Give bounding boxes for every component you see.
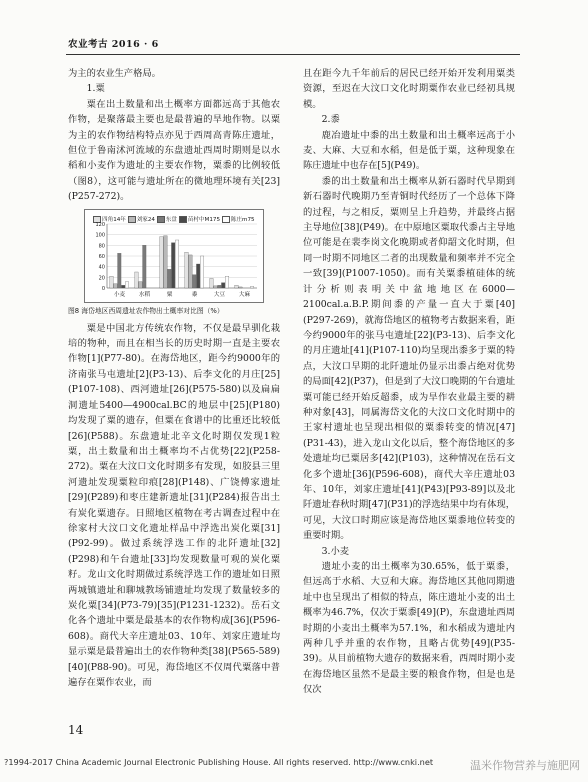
paragraph: 黍的出土数量和出土概率从新石器时代早期到新石器时代晚期乃至青铜时代经历了一个总体下降的过程，与之相反，粟则呈上升趋势，并最终占据主导地位[38](P49)。在中原地区粟取代黍占主导地位可能是在裴李岗文化晚期或者仰韶文化时期，但同一时期不同地区二者的出现数量和频率并不完全一致[39](P1007-1050)。而有关粟黍植硅体的统计分析则表明关中盆地地区在6000—2100cal.a.B.P.期间黍的产量一直大于粟[40](P297-269)，就海岱地区的植物考古数据来看，距今约9000年的张马屯遗址[22](P3-13)、后李文化的月庄遗址[41](P107-110)均呈现出黍多于粟的特点，大汶口早期的北阡遗址仍显示出黍占绝对优势的局面[42](P37)，但是到了大汶口晚期的午台遗址粟可能已经开始反超黍，成为旱作农业最主要的耕种对象[43]，同属海岱文化的大汶口文化时期中的王家村遗址也呈现出相似的粟黍转变的情况[47](P31-43)，进入龙山文化以后，整个海岱地区的多处遗址均已粟居多[42](P103)，这种情况在岳石文化多个遗址[36](P596-608)，商代大辛庄遗址03年、10年，刘家庄遗址[41](P43)[P93-89]以及北阡遗址春秋时期[47](P31)的浮选结果中均有体现，可见，大汶口时期应该是海岱地区粟黍地位转变的重要时期。 xyxy=(303,175,515,542)
bar xyxy=(189,255,193,288)
figure-8 xyxy=(68,209,280,317)
bar xyxy=(185,252,189,288)
bar xyxy=(160,236,164,287)
y-tick-label: 20 xyxy=(98,274,105,281)
bar xyxy=(114,283,118,287)
bar xyxy=(250,286,254,288)
bar xyxy=(218,285,222,288)
bar xyxy=(164,235,168,287)
y-tick-label: 80 xyxy=(98,242,105,249)
bar xyxy=(193,274,197,287)
x-tick-label: 大麻 xyxy=(238,291,251,298)
bar xyxy=(221,282,225,287)
header-rule xyxy=(66,54,520,55)
right-column xyxy=(303,66,515,698)
paragraph: 且在距今九千年前后的居民已经开始开发利用粟类资源，至迟在大汶口文化时期粟作农业已经初具规模。 xyxy=(303,68,515,110)
x-tick-label: 小麦 xyxy=(113,291,126,298)
section-heading-wheat: 3.小麦 xyxy=(321,545,350,557)
bar xyxy=(110,276,114,288)
bar xyxy=(139,281,143,287)
section-heading-broomcorn: 2.黍 xyxy=(321,114,340,126)
legend-item: 四角14年 xyxy=(93,217,126,223)
bar xyxy=(214,286,218,288)
y-tick-label: 40 xyxy=(98,264,105,271)
section-heading-millet: 1.粟 xyxy=(86,83,105,95)
y-tick-label: 60 xyxy=(98,253,105,260)
left-column xyxy=(68,66,280,690)
paragraph: 为主的农业生产格局。 xyxy=(68,68,161,79)
bar xyxy=(168,269,172,288)
legend-item: 苗村中M175 xyxy=(179,217,220,223)
x-tick-label: 大豆 xyxy=(213,291,226,298)
bar xyxy=(235,285,239,288)
bar xyxy=(239,287,243,288)
paragraph: 遗址小麦的出土概率为30.65%，低于粟黍，但远高于水稻、大豆和大麻。海岱地区其他同期遗址中也呈现出了相似的特点，陈庄遗址小麦的出土概率为46.7%，仅次于粟黍[49](P)，东盘遗址西周时期的小麦出土概率为57.1%，和水稻成为遗址内两种几乎并重的农作物，且略占优势[49](P35-39)。从目前植物大遗存的数据来看，西周时期小麦在海岱地区虽然不是最主要的粮食作物，但是也是仅次 xyxy=(303,561,515,696)
paragraph: 鹿冶遗址中黍的出土数量和出土概率远高于小麦、大麻、大豆和水稻，但是低于粟，这种现象在陈庄遗址中也存在[5](P49)。 xyxy=(303,129,515,172)
x-tick-label: 粟 xyxy=(166,291,173,298)
legend-item: 陈庄m75 xyxy=(222,217,255,223)
legend-item: 刘家24 xyxy=(128,217,155,223)
page-number: 14 xyxy=(68,723,84,737)
paragraph: 粟在出土数量和出土概率方面都远高于其他农作物，是聚落最主要也是最普遍的旱地作物。以粟为主的农作物结构特点亦见于西周高青陈庄遗址，但位于鲁南沭河流域的东盘遗址西周时期则是以水稻和小麦作为遗址的主要农作物，粟黍的比例较低（图8），这可能与遗址所在的微地理环境有关[23](P257-272)。 xyxy=(68,98,280,203)
bar xyxy=(121,285,125,288)
bar xyxy=(171,242,175,287)
paragraph: 粟是中国北方传统农作物，不仅是最早驯化栽培的物种，而且在相当长的历史时期一直是主要农作物[1](P77-80)。在海岱地区，距今约9000年的济南张马屯遗址[2](P3-13)、后李文化的月庄[25](P107-108)、西河遗址[26](P575-580)以及扁扁洞遗址5400—4900cal.BC的地层中[25](P180)均发现了粟的遗存，但粟在食谱中的比重还比较低[26](P588)。东盘遗址北辛文化时期仅发现1粒粟，出土数量和出土概率均不占优势[22](P258-272)。粟在大汶口文化时期多有发现，如胶县三里河遗址发现粟粒印痕[28](P148)、广饶傅家遗址[29](P289)和枣庄建新遗址[31](P284)报告出土有炭化粟遗存。日照地区植物在考古调查过程中在徐家村大汶口文化遗址样品中浮选出炭化粟[31](P92-99)。做过系统浮选工作的北阡遗址[32](P298)和午台遗址[33]均发现数量可观的炭化粟籽。龙山文化时期做过系统浮选工作的遗址如日照两城镇遗址和聊城教场铺遗址均发现了数量较多的炭化粟[34](P73-79)[35](P1231-1232)。岳石文化各个遗址中粟是最基本的农作物构成[36](P596-608)。商代大辛庄遗址03、10年、刘家庄遗址均显示粟是最普遍出土的农作物种类[38](P565-589)[40](P88-90)。可见，海岱地区不仅周代粟落中普遍存在粟作农业，而 xyxy=(68,322,280,688)
y-tick-label: 0 xyxy=(101,285,105,292)
bar-chart xyxy=(85,210,263,302)
y-tick-label: 100 xyxy=(95,232,105,239)
watermark: 温米作物营养与施肥网 xyxy=(470,759,580,772)
figure-caption: 图8 海岱地区西周遗址农作物出土概率对比图（%） xyxy=(68,306,224,315)
bar xyxy=(210,278,214,288)
bar xyxy=(196,264,200,288)
y-tick-label: 120 xyxy=(95,221,105,228)
bar xyxy=(143,245,147,288)
bar xyxy=(175,240,179,288)
copyright-footer: ?1994-2017 China Academic Journal Electronic Publishing House. All rights reserved. http://www.cnki.net xyxy=(4,757,434,767)
x-tick-label: 黍 xyxy=(191,291,198,298)
bar xyxy=(200,256,204,288)
bar xyxy=(118,253,122,288)
x-tick-label: 水稻 xyxy=(138,291,151,298)
bar xyxy=(225,276,229,288)
legend-item: 东盘 xyxy=(157,217,177,223)
chart-frame xyxy=(84,209,264,303)
bar xyxy=(125,281,129,287)
header-title: 农业考古 2016 · 6 xyxy=(68,39,159,50)
bar xyxy=(135,272,139,288)
